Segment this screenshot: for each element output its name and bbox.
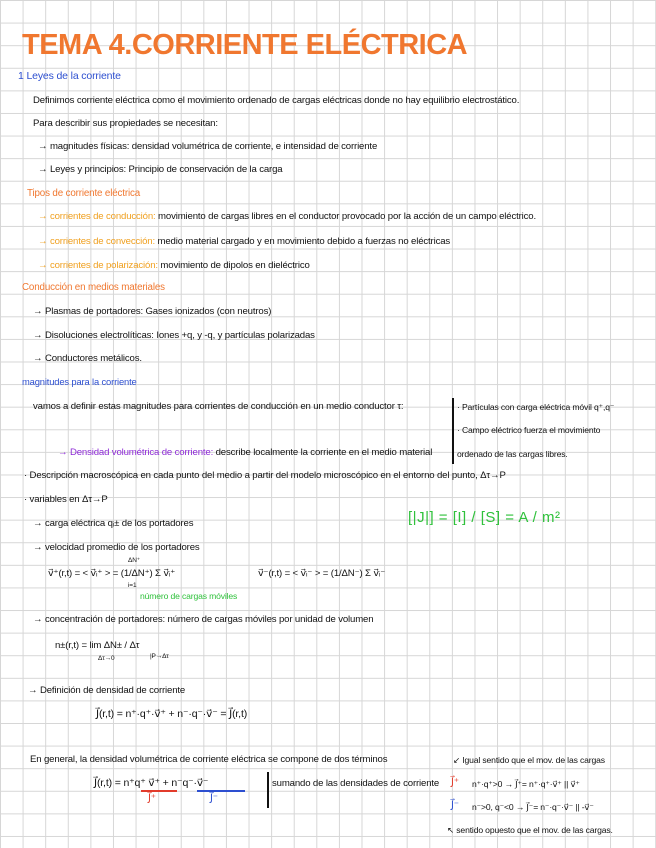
- types-heading: Tipos de corriente eléctrica: [27, 188, 141, 199]
- jplus-label: J⃗⁺: [148, 793, 156, 804]
- intro-text: Definimos corriente eléctrica como el movimiento ordenado de cargas eléctricas donde no hay equilibrio electrostático.: [33, 95, 520, 106]
- sum-text: sumando de las densidades de corriente: [272, 778, 440, 789]
- underline-jminus: [197, 790, 245, 792]
- type-conduction-label: → corrientes de conducción:: [38, 211, 156, 222]
- velocity-minus-eq: v⃗⁻(r,t) = < v⃗ᵢ⁻ > = (1/ΔN⁻) Σ v⃗ᵢ⁻: [258, 568, 386, 579]
- concentration-line: → concentración de portadores: número de cargas móviles por unidad de volumen: [33, 614, 374, 625]
- need-laws: → Leyes y principios: Principio de conservación de la carga: [38, 164, 283, 175]
- section-heading-leyes: 1 Leyes de la corriente: [18, 70, 121, 82]
- media-plasmas: → Plasmas de portadores: Gases ionizados (con neutros): [33, 306, 272, 317]
- type-polarization: [38, 260, 310, 272]
- type-convection-text: medio material cargado y en movimiento debido a fuerzas no eléctricas: [155, 236, 451, 247]
- concentration-eval: |P→Δτ: [150, 653, 169, 660]
- media-heading: Conducción en medios materiales: [22, 282, 165, 293]
- density-definition: [58, 447, 432, 459]
- brace-item-2: · Campo eléctrico fuerza el movimiento: [457, 425, 601, 435]
- general-equation: J⃗(r,t) = n⁺q⁺ v⃗⁺ + n⁻q⁻·v⃗⁻: [94, 777, 209, 789]
- jminus-label: J⃗⁻: [210, 793, 218, 804]
- concentration-eq: n±(r,t) = lim ΔN± / Δτ: [55, 640, 140, 651]
- type-polarization-label: → corrientes de polarización:: [38, 260, 158, 271]
- brace-line: [452, 398, 454, 464]
- media-metals: → Conductores metálicos.: [33, 353, 142, 364]
- definition-equation: J⃗(r,t) = n⁺·q⁺·v⃗⁺ + n⁻·q⁻·v⃗⁻ = J⃗(r,t): [96, 708, 248, 720]
- type-polarization-text: movimiento de dipolos en dieléctrico: [157, 260, 310, 271]
- rule1-label: J⃗⁺: [451, 777, 459, 788]
- magnitudes-heading: magnitudes para la corriente: [22, 376, 137, 387]
- units-equation: [|J|] = [I] / [S] = A / m²: [408, 509, 561, 526]
- type-conduction: [38, 211, 536, 223]
- rule2-label: J⃗⁻: [451, 800, 459, 811]
- type-convection-label: → corrientes de convección:: [38, 236, 155, 247]
- macro-description: · Descripción macroscópica en cada punto del medio a partir del modelo microscópico en el entorno del punto, Δτ→P: [24, 470, 506, 481]
- need-magnitudes: → magnitudes físicas: densidad volumétrica de corriente, e intensidad de corriente: [38, 141, 378, 152]
- type-conduction-text: movimiento de cargas libres en el conductor provocado por la acción de un campo eléctrico.: [155, 211, 536, 222]
- sum-upper-limit: ΔN⁺: [128, 557, 141, 564]
- page-title: TEMA 4.CORRIENTE ELÉCTRICA: [22, 29, 468, 61]
- brace-item-3: ordenado de las cargas libres.: [457, 449, 568, 459]
- rule2: n⁻>0, q⁻<0 → J⃗⁻= n⁻·q⁻·v⃗⁻ || -v⃗⁻: [472, 802, 594, 812]
- magnitudes-intro: vamos a definir estas magnitudes para corrientes de conducción en un medio conductor τ:: [33, 401, 404, 412]
- general-text: En general, la densidad volumétrica de corriente eléctrica se compone de dos términos: [30, 754, 388, 765]
- concentration-limit: Δτ→0: [98, 655, 115, 662]
- separator-line: [267, 772, 269, 808]
- describe-text: Para describir sus propiedades se necesitan:: [33, 118, 218, 129]
- velocity-line: → velocidad promedio de los portadores: [33, 542, 200, 553]
- rule1: n⁺·q⁺>0 → J⃗⁺= n⁺·q⁺·v⃗⁺ || v⃗⁺: [472, 779, 580, 789]
- green-note: número de cargas móviles: [140, 591, 238, 601]
- variables-line: · variables en Δτ→P: [24, 494, 108, 505]
- charge-line: → carga eléctrica qᵢ± de los portadores: [33, 518, 194, 529]
- definition-heading: → Definición de densidad de corriente: [28, 685, 186, 696]
- underline-jplus: [141, 790, 177, 792]
- brace-item-1: · Partículas con carga eléctrica móvil q⁺,q⁻: [457, 402, 615, 412]
- density-label: → Densidad volumétrica de corriente:: [58, 447, 214, 458]
- type-convection: [38, 236, 450, 248]
- density-text: describe localmente la corriente en el medio material: [213, 447, 433, 458]
- same-direction-note: ↙ Igual sentido que el mov. de las cargas: [453, 755, 605, 765]
- velocity-plus-eq: v⃗⁺(r,t) = < v⃗ᵢ⁺ > = (1/ΔN⁺) Σ v⃗ᵢ⁺: [48, 568, 176, 579]
- opposite-direction-note: ↖ sentido opuesto que el mov. de las cargas.: [447, 825, 613, 835]
- media-electrolytes: → Disoluciones electrolíticas: Iones +q, y -q, y partículas polarizadas: [33, 330, 315, 341]
- sum-lower-limit: i=1: [128, 582, 137, 589]
